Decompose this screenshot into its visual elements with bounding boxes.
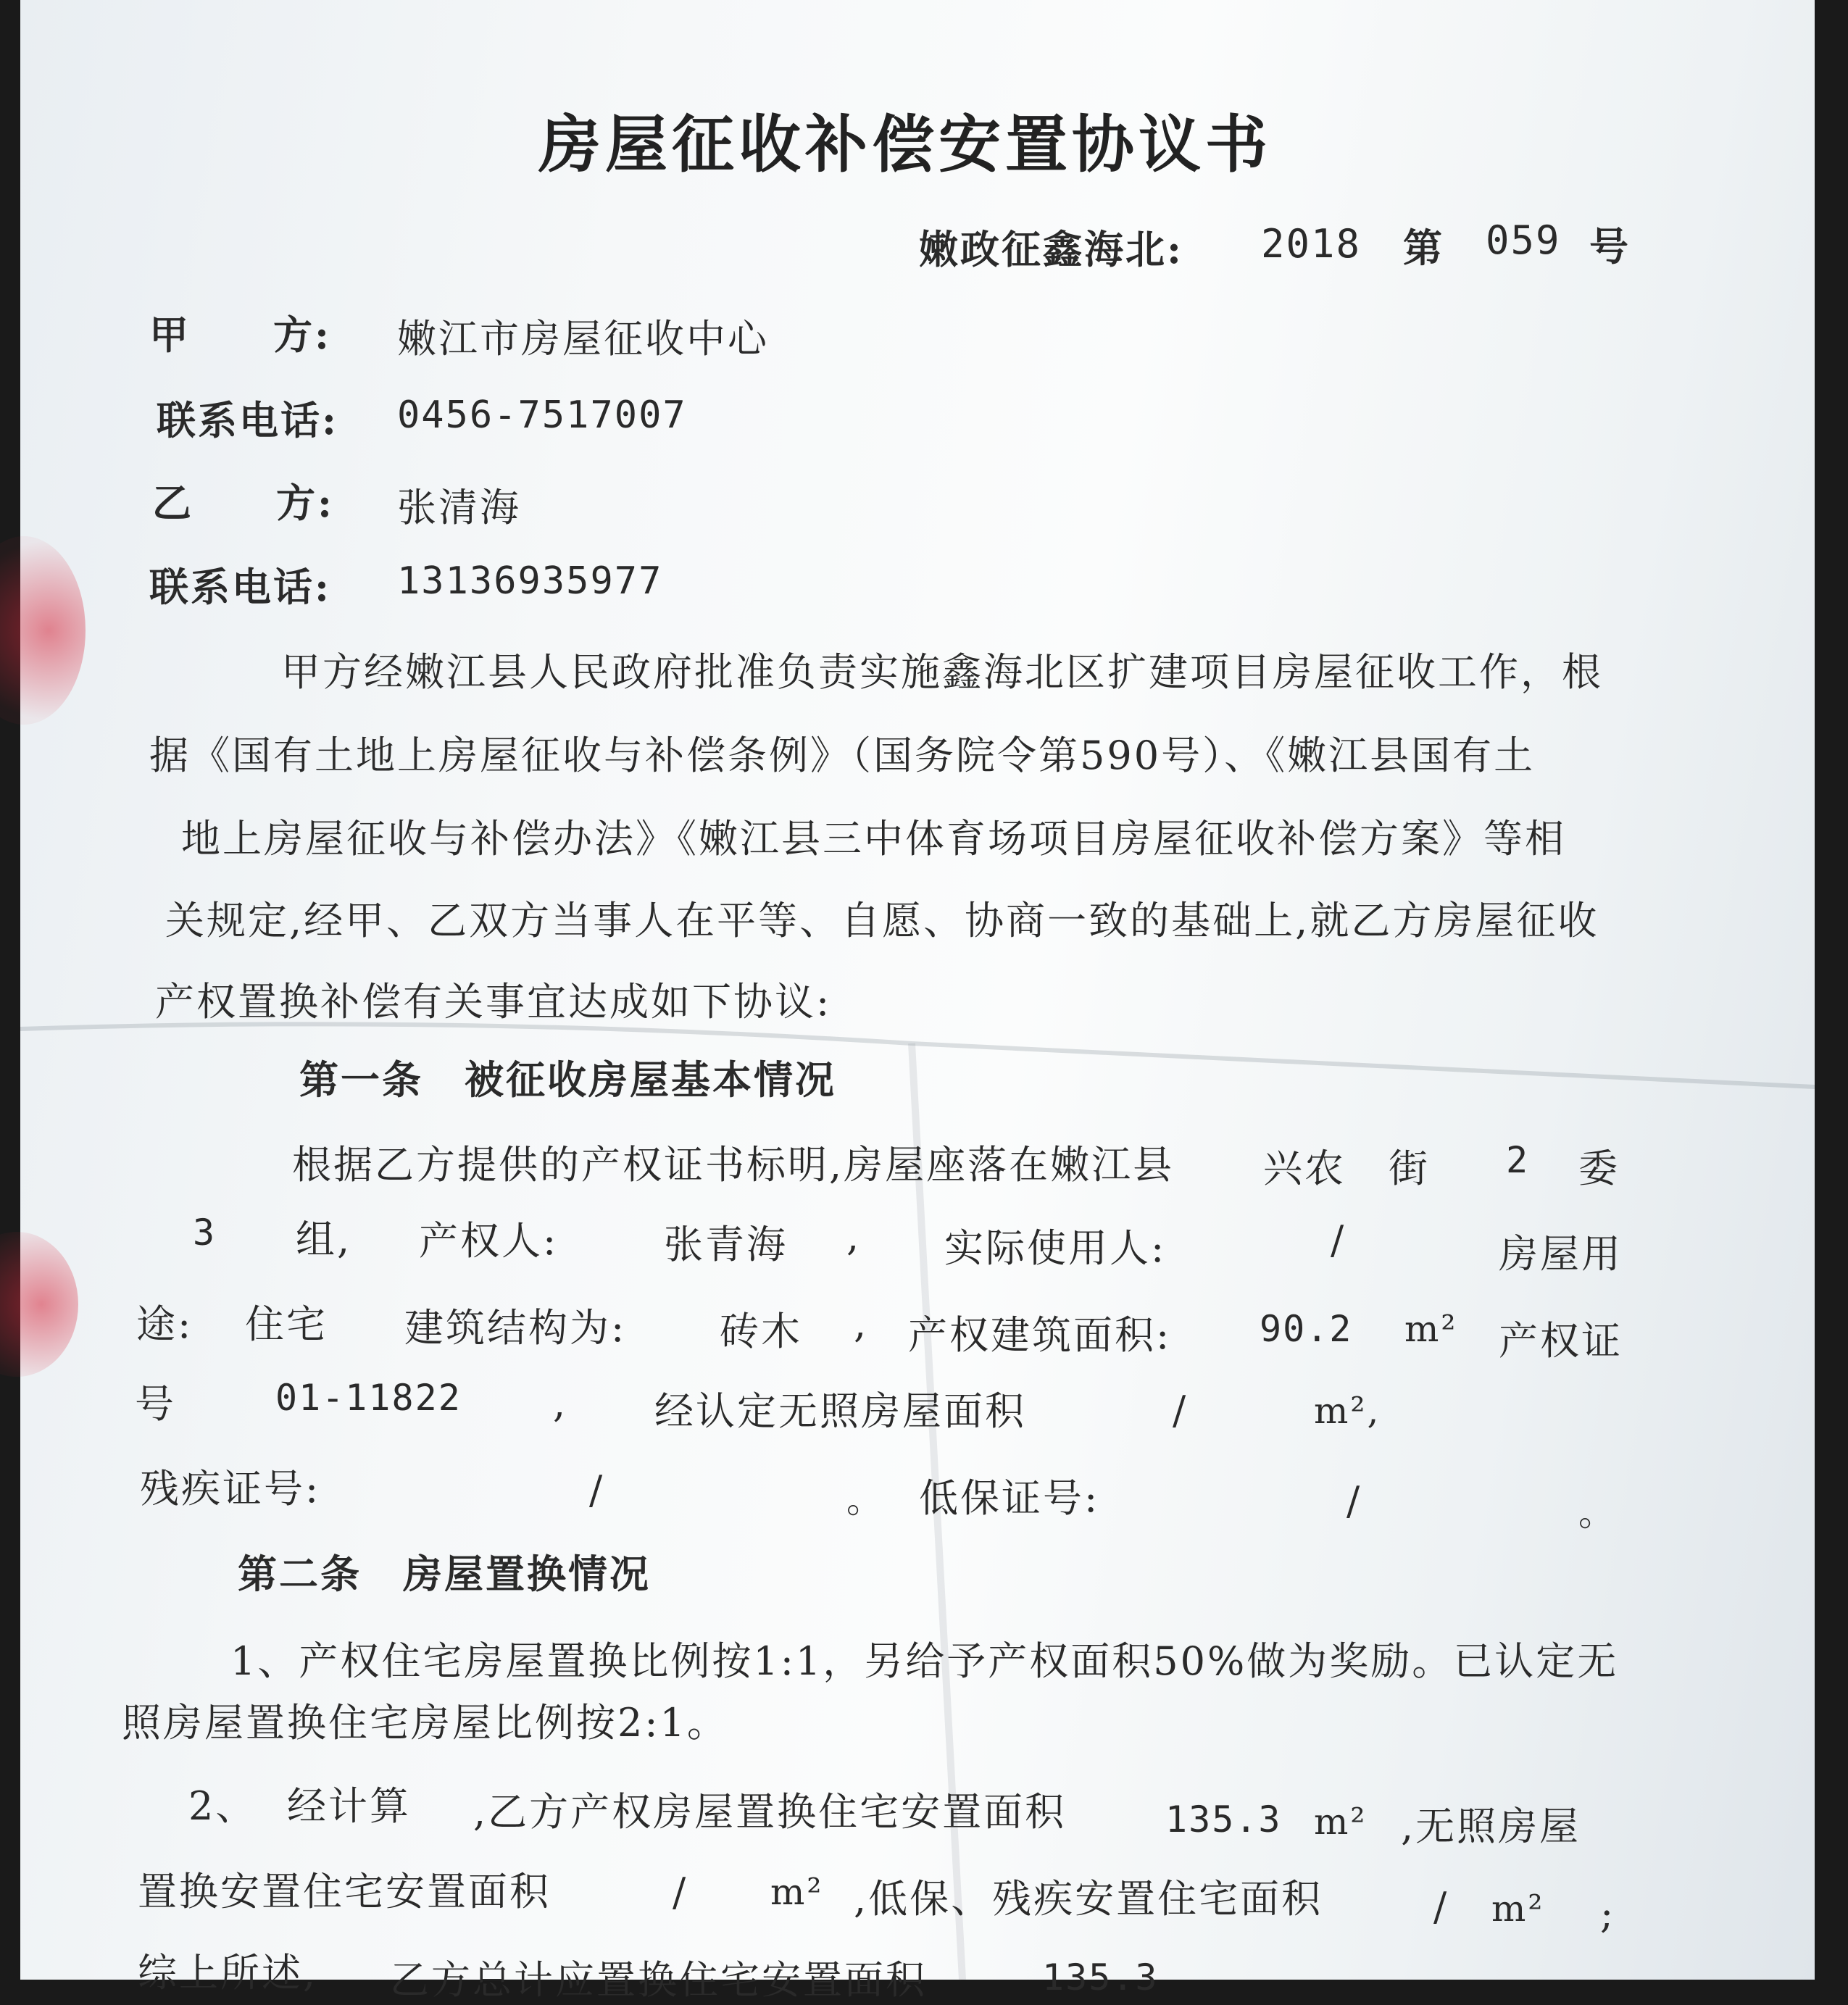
art1-unlicensed-label: 经认定无照房屋面积 <box>654 1388 1026 1434</box>
art1-area-unit: m² <box>1404 1308 1458 1350</box>
red-seal-fragment-top <box>0 536 86 725</box>
art2-p2-line2-a: 置换安置住宅安置面积 <box>138 1869 551 1914</box>
doc-number-year: 2018 <box>1261 221 1362 267</box>
art1-low-income: / <box>1347 1478 1362 1524</box>
art1-user: / <box>1331 1217 1347 1263</box>
art1-owner: 张青海 <box>664 1222 788 1267</box>
art1-cert-label-b: 号 <box>135 1381 176 1427</box>
art2-p2-line2-semicolon: ; <box>1600 1891 1616 1937</box>
doc-number-value: 059 <box>1486 217 1561 263</box>
art1-use-label-b: 途: <box>136 1301 193 1347</box>
party-b-value: 张清海 <box>397 485 521 530</box>
doc-number-di: 第 <box>1403 225 1444 271</box>
doc-number-prefix: 嫩政征鑫海北: <box>919 226 1183 272</box>
art1-user-label: 实际使用人: <box>944 1225 1167 1271</box>
art1-zu: 组, <box>296 1217 352 1262</box>
art2-p2-tail: ,无照房屋 <box>1401 1804 1581 1849</box>
article-2-heading: 第二条 房屋置换情况 <box>238 1551 651 1597</box>
phone-b-label: 联系电话: <box>149 564 331 610</box>
art1-area-label: 产权建筑面积: <box>908 1312 1172 1358</box>
art1-cert-no: 01-11822 <box>275 1377 462 1419</box>
art1-struct-comma: , <box>854 1301 869 1346</box>
red-seal-fragment-bottom <box>0 1232 78 1377</box>
art2-p2-line2-value: / <box>673 1869 688 1915</box>
phone-b-value: 13136935977 <box>397 559 663 603</box>
art1-line1-text: 根据乙方提供的产权证书标明,房屋座落在嫩江县 <box>292 1142 1175 1188</box>
phone-a-value: 0456-7517007 <box>397 393 687 437</box>
art1-unlicensed: / <box>1173 1388 1189 1433</box>
art2-p2-line2-unit: m² <box>770 1871 824 1913</box>
art1-jie: 街 <box>1389 1146 1430 1191</box>
art1-wei: 委 <box>1578 1146 1620 1191</box>
doc-number-hao: 号 <box>1589 223 1631 270</box>
art2-p2-line2-unit2: m² <box>1491 1888 1545 1930</box>
art1-cert-label-a: 产权证 <box>1499 1318 1623 1364</box>
art1-owner-label: 产权人: <box>419 1218 559 1264</box>
art2-p2-line2-value2: / <box>1433 1884 1449 1930</box>
preamble-line-4: 关规定,经甲、乙双方当事人在平等、自愿、协商一致的基础上,就乙方房屋征收 <box>165 898 1599 943</box>
document-paper <box>20 0 1815 2003</box>
art1-owner-comma: , <box>846 1214 862 1259</box>
art1-wei-no: 2 <box>1506 1139 1530 1181</box>
party-a-value: 嫩江市房屋征收中心 <box>397 316 769 362</box>
document-title: 房屋征收补偿安置协议书 <box>538 108 1272 181</box>
art2-p1-line2: 照房屋置换住宅房屋比例按2:1。 <box>122 1700 728 1746</box>
art1-struct: 砖木 <box>720 1309 802 1354</box>
art2-p2-line3-b: 乙方总计应置换住宅安置面积 <box>390 1957 927 2003</box>
art1-area: 90.2 <box>1260 1308 1353 1350</box>
art2-p2-line3-value: 135.3 <box>1042 1956 1159 1998</box>
art1-cert-comma: , <box>553 1380 568 1426</box>
phone-a-label: 联系电话: <box>157 397 338 443</box>
art2-p2-number: 2、 <box>188 1783 257 1829</box>
art1-struct-label: 建筑结构为: <box>404 1305 627 1351</box>
art1-group-no: 3 <box>193 1212 217 1254</box>
party-a-label: 甲 方: <box>149 312 331 358</box>
art2-p2-text: ,乙方产权房屋置换住宅安置面积 <box>473 1789 1067 1835</box>
art2-p1-line1: 1、产权住宅房屋置换比例按1:1，另给予产权面积50%做为奖励。已认定无 <box>230 1638 1619 1684</box>
article-1-heading: 第一条 被征收房屋基本情况 <box>299 1056 836 1103</box>
art1-disability-label: 残疾证号: <box>140 1466 321 1512</box>
art2-p2-line3-a: 综上所述, <box>138 1950 318 1996</box>
art2-p2-area: 135.3 <box>1165 1798 1282 1841</box>
party-b-label: 乙 方: <box>152 480 334 526</box>
art2-p2-calc: 经计算 <box>287 1783 411 1829</box>
art1-unlicensed-unit: m², <box>1314 1390 1381 1432</box>
preamble-line-3: 地上房屋征收与补偿办法》《嫩江县三中体育场项目房屋征收补偿方案》等相 <box>181 816 1566 862</box>
art1-low-income-label: 低保证号: <box>919 1475 1100 1521</box>
preamble-line-2: 据《国有土地上房屋征收与补偿条例》（国务院令第590号）、《嫩江县国有土 <box>149 733 1536 778</box>
art1-use-label-a: 房屋用 <box>1499 1231 1623 1277</box>
art1-disability: / <box>589 1467 605 1513</box>
art1-disability-period: 。 <box>846 1479 885 1521</box>
art2-p2-line2-b: ,低保、残疾安置住宅面积 <box>854 1876 1323 1922</box>
art2-p2-unit: m² <box>1314 1801 1368 1843</box>
art1-use: 住宅 <box>245 1301 328 1347</box>
art1-low-income-period: 。 <box>1578 1492 1617 1534</box>
preamble-line-5: 产权置换补偿有关事宜达成如下协议: <box>155 979 832 1025</box>
art1-street: 兴农 <box>1263 1146 1346 1191</box>
preamble-line-1: 甲方经嫩江县人民政府批准负责实施鑫海北区扩建项目房屋征收工作，根 <box>281 649 1603 695</box>
